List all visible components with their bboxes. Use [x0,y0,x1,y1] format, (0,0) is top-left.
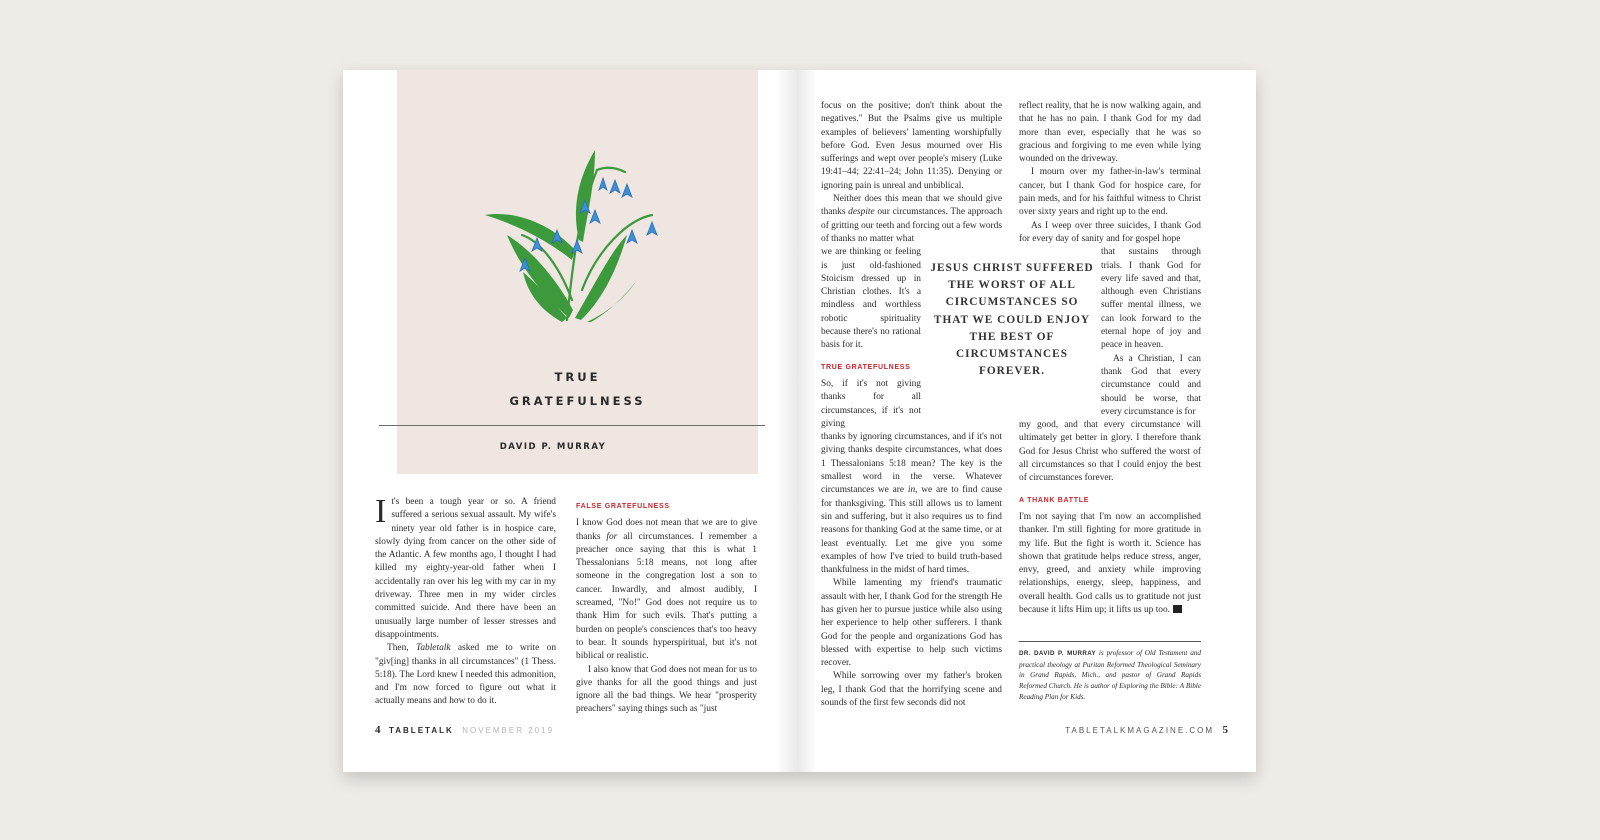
left-column-1 [375,493,557,709]
end-mark-icon [1173,605,1182,613]
paragraph: we are thinking or feeling is just old-fashioned Stoicism dressed up in Christian clothes. It's a mindless and worthless robotic spirituality because there's no rational basis for it. [821,247,921,351]
paragraph-text: all circumstances. I remember a preacher once saying that this is what 1 Thessalonians 5:18 means, not long after someone in the congregation lost a son to cancer. Inwardly, and almost audibly, I screamed, "No!" God does not require us to thank Him for such evils. That's putting a burden on people's consciences that's too heavy to bear. It sounds hyperspiritual, but it's not biblical or realistic. [576,531,757,662]
paragraph: While lamenting my friend's traumatic assault with her, I thank God for the strength He has given her to pursue justice while also using her experience to help other sufferers. I thank God for the people and organizations God has blessed with expertise to help such victims recover. [821,578,1002,669]
left-column-2 [576,498,757,717]
emphasis: for [606,531,618,542]
paragraph-text: I know God does not mean that we are to give thanks [576,518,757,542]
bluebell-plant-illustration [477,140,687,325]
paragraph: reflect reality, that he is now walking again, and that he has no pain. I thank God for my dad more than ever, especially that he was so gracious and forgiving to me even while lying wounded on the driveway. [1019,101,1201,165]
right-folio [1065,724,1228,736]
right-column-1 [821,100,1002,710]
paragraph-text: Neither does this mean that we should give thanks [821,194,1002,218]
paragraph: As I weep over three suicides, I thank God for every day of sanity and for gospel hope [1019,220,1201,244]
title-rule [379,425,765,426]
paragraph [375,493,556,642]
paragraph [1019,511,1201,617]
paragraph-text: t's been a tough year or so. A friend suffered a serious sexual assault. My wife's ninety year old father is in hospice care, slowly dying from cancer on the other side of the Atlantic. A few months ago, I thought I had killed my eighty-year-old father when I accidentally ran over his leg with my car in my driveway. Three men in my wider circles committed suicide. And there have been an unusually large number of lesser stresses and disappointments. [375,497,556,640]
article-title-line-1: TRUE [554,370,601,384]
author-bio [1019,648,1201,703]
paragraph: As a Christian, I can thank God that every circumstance could and should be worse, that every circumstance is for [1101,353,1201,417]
paragraph-text: , we are to find cause for thanksgiving. This still allows us to lament sin and suffering, but it also requires us to find reasons for thanking God at the same time, or at least eventually. Let me give you some examples of how I've tried to build truth-based thankfulness in the midst of hard times. [821,485,1002,576]
paragraph: I also know that God does not mean for us to give thanks for all the good things and just ignore all the bad things. We hear "prosperity preachers" saying things such as "just [576,664,757,715]
emphasis: in [907,485,916,496]
paragraph-text: our circumstances. The approach of gritting our teeth and forcing out a few words of thanks no matter what [821,207,1003,244]
paragraph [375,642,556,708]
paragraph [821,193,1002,246]
page-number: 4 [375,724,381,736]
paragraph-text: thanks by ignoring circumstances, and if it's not giving thanks despite circumstances, what does 1 Thessalonians 5:18 mean? The key is the smallest word in the verse. Whatever circumstances we are [821,432,1002,496]
paragraph: While sorrowing over my father's broken leg, I thank God that the horrifying scene and sounds of the first few seconds did not [821,671,1002,709]
article-title-line-2: GRATEFULNESS [509,394,646,408]
paragraph [576,517,757,663]
paragraph: that sustains through trials. I thank God for every life saved and that, although even Christians suffer mental illness, we can look forward to the eternal hope of joy and peace in heaven. [1101,247,1201,351]
right-page [799,70,1256,772]
issue-date: NOVEMBER 2019 [462,726,555,735]
emphasis: despite [848,207,875,218]
bio-name: DR. DAVID P. MURRAY [1019,650,1097,657]
drop-cap: I [375,493,387,530]
bio-rule [1019,641,1201,642]
section-heading: A THANK BATTLE [1019,496,1090,504]
paragraph-text: asked me to write on "giv[ing] thanks in all circumstances" (1 Thess. 5:18). The Lord knew I needed this admonition, and I'm now forced to figure out what it actually means and how to do it. [375,643,557,707]
byline: DAVID P. MURRAY [499,442,607,452]
paragraph [821,431,1002,577]
hero-panel [397,70,758,474]
pull-quote: JESUS CHRIST SUFFERED THE WORST OF ALL CIRCUMSTANCES SO THAT WE COULD ENJOY THE BEST OF CIRCUMSTANCES FOREVER. [930,262,1094,378]
page-number: 5 [1222,724,1228,736]
paragraph: my good, and that every circumstance will ultimately get better in glory. I therefore thank God for Jesus Christ who suffered the worst of all circumstances so that I could enjoy the best of circumstances forever. [1019,420,1201,484]
paragraph-text: Then, [387,643,416,654]
paragraph-text: I'm not saying that I'm now an accomplished thanker. I'm still fighting for more gratitude in my life. But the fight is worth it. Science has shown that gratitude helps reduce stress, anger, envy, greed, and anxiety while improving relationships, energy, sleep, happiness, and overall health. God calls us to gratitude not just because it lifts Him up; it lifts us up too. [1019,511,1201,615]
section-heading: TRUE GRATEFULNESS [821,363,911,371]
paragraph: focus on the positive; don't think about the negatives." But the Psalms give us multiple examples of believers' lamenting worshipfully before God. Even Jesus mourned over His sufferings and wept over people's misery (Luke 19:41–44; 22:41–24; John 11:35). Denying or ignoring pain is unreal and unbiblical. [821,101,1002,191]
paragraph: So, if it's not giving thanks for all circumstances, if it's not giving [821,378,921,429]
website: TABLETALKMAGAZINE.COM [1065,726,1215,735]
magazine-spread [343,70,1256,772]
bio-text: is professor of Old Testament and practical theology at Puritan Reformed Theological Seminary in Grand Rapids, Mich., and pastor of Grand Rapids Reformed Church. He is author of Exploring the Bible: A Bible Reading Plan for Kids. [1019,649,1201,701]
emphasis: Tabletalk [415,643,451,654]
paragraph: I mourn over my father-in-law's terminal cancer, but I thank God for hospice care, for pain meds, and for his faithful witness to Christ over sixty years and right up to the end. [1019,167,1201,218]
section-heading: FALSE GRATEFULNESS [576,503,670,510]
right-column-2 [1019,100,1201,617]
magazine-name: TABLETALK [388,726,454,735]
left-page [343,70,799,772]
left-folio [375,724,554,736]
